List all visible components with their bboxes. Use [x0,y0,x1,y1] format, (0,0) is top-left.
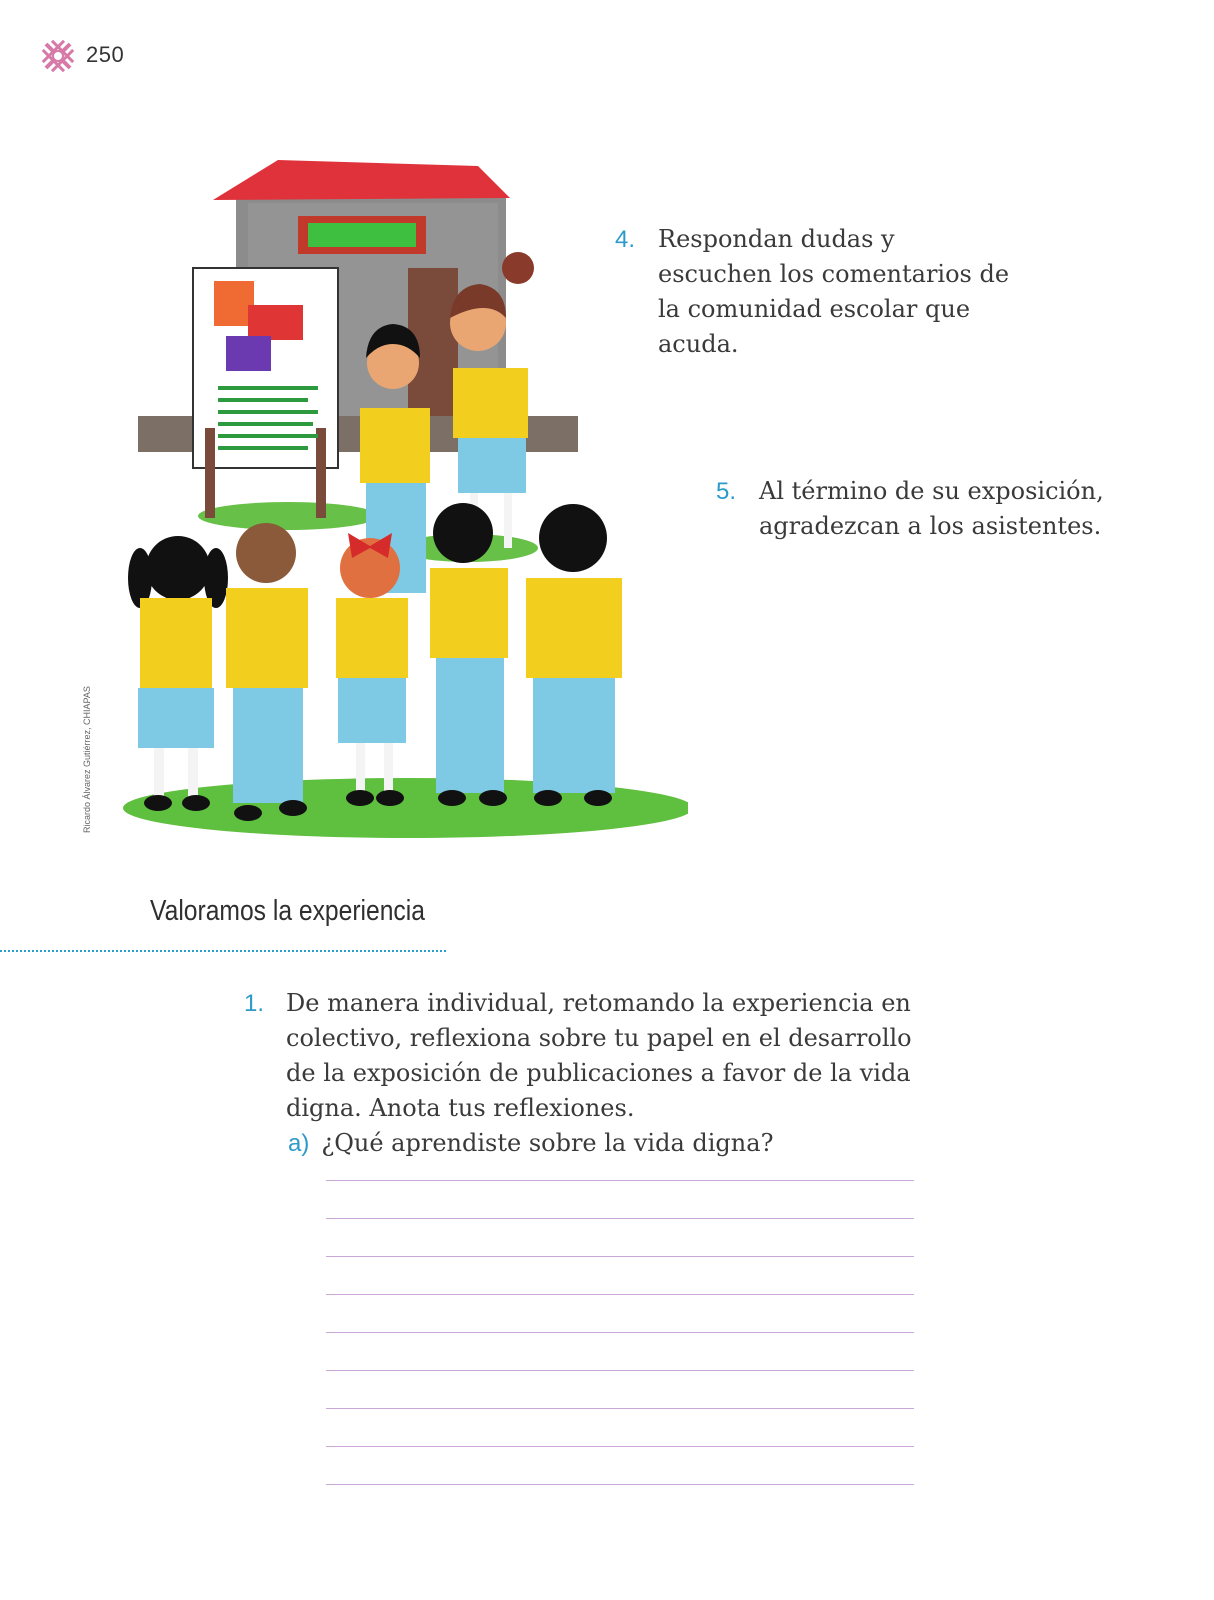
step-text: Al término de su exposición, agradezcan a los asistentes. [759,477,1104,540]
step-text: Respondan dudas y escuchen los comentarios de la comunidad escolar que acuda. [658,225,1010,358]
page-number: 250 [86,42,125,67]
answer-line[interactable] [326,1446,914,1447]
subquestion-text: ¿Qué aprendiste sobre la vida digna? [321,1129,774,1157]
answer-line[interactable] [326,1294,914,1295]
answer-line[interactable] [326,1408,914,1409]
illustration-credit: Ricardo Álvarez Gutiérrez, CHIAPAS [82,686,92,833]
answer-line[interactable] [326,1370,914,1371]
step-number: 4. [615,226,636,253]
subquestion-letter: a) [288,1130,310,1157]
step-5 [716,474,1116,544]
school-exhibition-illustration [108,148,688,868]
answer-line[interactable] [326,1180,914,1181]
question-text: De manera individual, retomando la experiencia en colectivo, reflexiona sobre tu papel en el desarrollo de la exposición de publicaciones a favor de la vida digna. Anota tus reflexiones. [286,989,912,1122]
answer-line[interactable] [326,1332,914,1333]
answer-line[interactable] [326,1218,914,1219]
answer-line[interactable] [326,1484,914,1485]
subquestion-a [288,1126,773,1161]
section-title: Valoramos la experiencia [150,895,425,927]
star-ornament-icon [40,38,76,74]
step-number: 5. [716,478,737,505]
answer-line[interactable] [326,1256,914,1257]
section-divider [0,950,446,952]
question-number: 1. [244,990,265,1017]
question-1 [244,986,924,1126]
step-4 [615,222,1015,362]
